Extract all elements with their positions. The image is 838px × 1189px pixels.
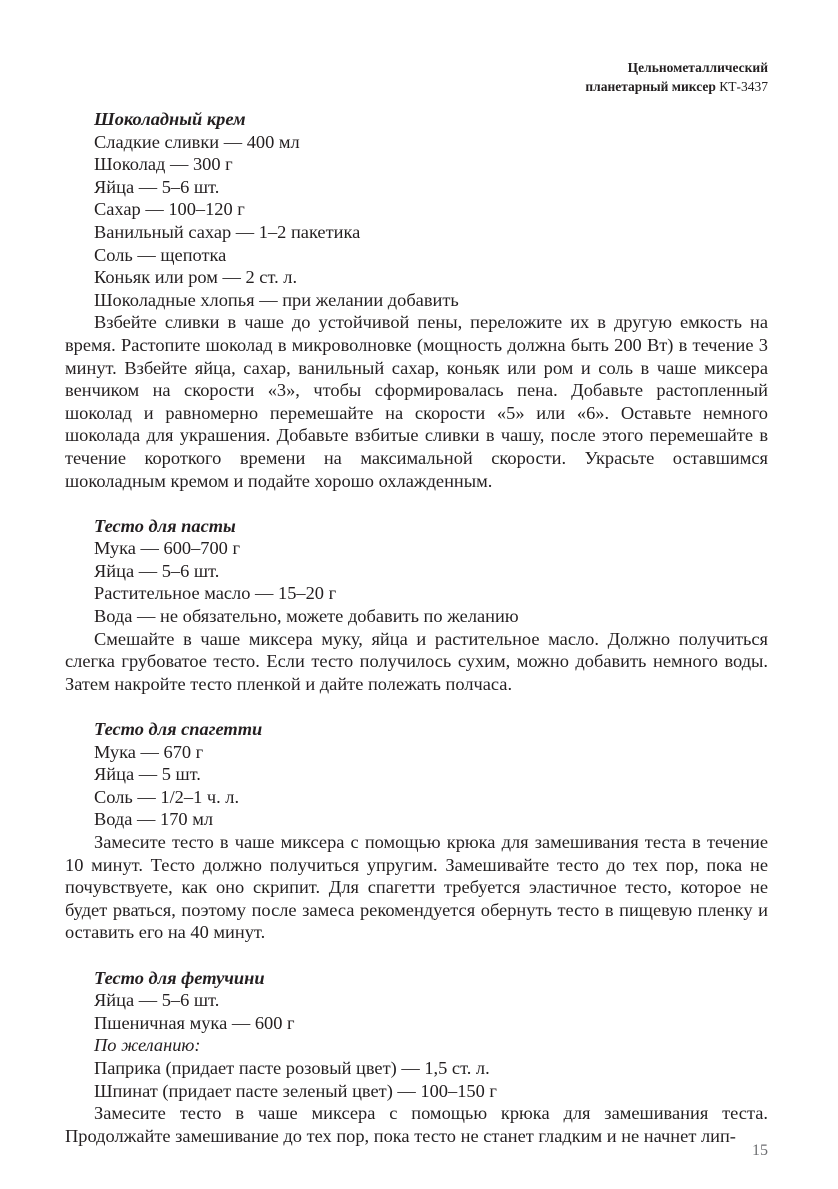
header-line-2 xyxy=(585,77,768,96)
ingredient: Яйца — 5–6 шт. xyxy=(94,990,220,1011)
header-line-1: Цельнометаллический xyxy=(627,60,768,75)
ingredient: Паприка (придает пасте розовый цвет) — 1,5 ст. л. xyxy=(94,1057,490,1078)
ingredient: Мука — 670 г xyxy=(94,741,204,762)
page-number: 15 xyxy=(752,1142,768,1159)
recipe-instructions: Смешайте в чаше миксера муку, яйца и растительное масло. Должно получиться слегка грубоватое тесто. Если тесто получилось сухим, можно добавить немного воды. Затем накройте тесто пленкой и дайте полежать полчаса. xyxy=(65,628,768,694)
ingredient: Мука — 600–700 г xyxy=(94,538,241,559)
ingredient: Яйца — 5 шт. xyxy=(94,764,201,785)
recipe-title: Шоколадный крем xyxy=(94,109,246,129)
ingredient: Соль — 1/2–1 ч. л. xyxy=(94,786,240,807)
recipe-instructions: Взбейте сливки в чаше до устойчивой пены, переложите их в другую емкость на время. Растопите шоколад в микроволновке (мощность должна быть 200 Вт) в течение 3 минут. Взбейте яйца, сахар, ванильный сахар, коньяк или ром и соль в чаше миксера венчиком на скорости «3», чтобы сформировалась пена. Добавьте растопленный шоколад и равномерно перемешайте на скорости «5» или «6». Оставьте немного шоколада для украшения. Добавьте взбитые сливки в чашу, после этого перемешайте в течение короткого времени на максимальной скорости. Украсьте оставшимся шоколадным кремом и подайте хорошо охлажденным. xyxy=(65,312,768,491)
page-content xyxy=(65,108,768,1147)
ingredient: Коньяк или ром — 2 ст. л. xyxy=(94,267,298,288)
ingredient: Вода — не обязательно, можете добавить по желанию xyxy=(94,606,519,627)
recipe-spaghetti-dough xyxy=(65,718,768,944)
ingredient: Вода — 170 мл xyxy=(94,809,214,830)
ingredient: Яйца — 5–6 шт. xyxy=(94,176,220,197)
recipe-title: Тесто для спагетти xyxy=(94,719,263,740)
ingredient: Растительное масло — 15–20 г xyxy=(94,583,337,604)
page-header xyxy=(585,58,768,96)
recipe-title: Тесто для фетучини xyxy=(94,967,265,988)
header-model: КТ-3437 xyxy=(715,79,768,94)
optional-label: По желанию: xyxy=(94,1035,201,1056)
recipe-title: Тесто для пасты xyxy=(94,515,236,536)
ingredient: Сахар — 100–120 г xyxy=(94,199,245,220)
ingredient: Соль — щепотка xyxy=(94,244,227,265)
ingredient: Пшеничная мука — 600 г xyxy=(94,1012,295,1033)
recipe-chocolate-cream xyxy=(65,108,768,492)
ingredient: Шоколад — 300 г xyxy=(94,154,233,175)
header-product: планетарный миксер xyxy=(585,79,716,94)
ingredient: Ванильный сахар — 1–2 пакетика xyxy=(94,221,361,242)
recipe-pasta-dough xyxy=(65,515,768,696)
recipe-fettuccine-dough xyxy=(65,967,768,1148)
recipe-instructions: Замесите тесто в чаше миксера с помощью крюка для замешивания теста в течение 10 минут. Тесто должно получиться упругим. Замешивайте тесто до тех пор, пока не почувствуете, как оно скрипит. Для спагетти требуется эластичное тесто, которое не будет рваться, поэтому после замеса рекомендуется обернуть тесто в пищевую пленку и оставить его на 40 минут. xyxy=(65,832,768,943)
recipe-instructions: Замесите тесто в чаше миксера с помощью крюка для замешивания теста. Продолжайте замешивание до тех пор, пока тесто не станет гладким и не начнет лип- xyxy=(65,1103,768,1146)
ingredient: Шоколадные хлопья — при желании добавить xyxy=(94,289,459,310)
ingredient: Шпинат (придает пасте зеленый цвет) — 100–150 г xyxy=(94,1080,497,1101)
ingredient: Яйца — 5–6 шт. xyxy=(94,560,220,581)
ingredient: Сладкие сливки — 400 мл xyxy=(94,131,300,152)
